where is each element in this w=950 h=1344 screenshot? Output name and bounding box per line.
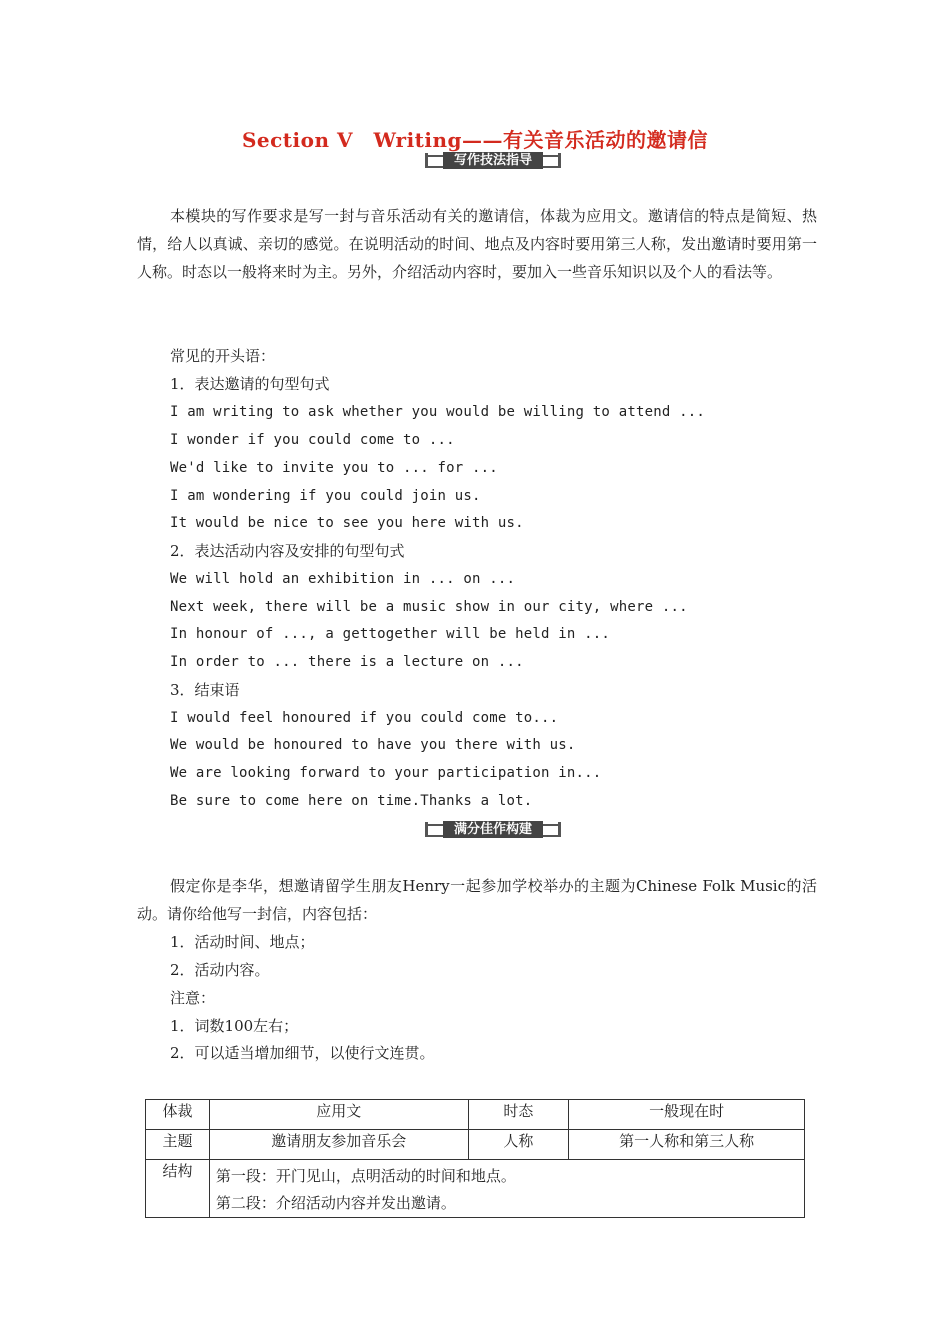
notes-heading: 注意：: [170, 989, 216, 1007]
phrase-line: I would feel honoured if you could come to...: [170, 710, 559, 726]
section-banner-technique: [425, 152, 561, 169]
table-cell: 应用文: [209, 1100, 468, 1130]
phrase-line: We will hold an exhibition in ... on ...: [170, 571, 516, 587]
task-item: 1．活动时间、地点；: [170, 933, 315, 951]
table-cell: 人称: [468, 1130, 569, 1160]
phrase-line: In order to ... there is a lecture on ...: [170, 654, 524, 670]
structure-cell: [209, 1160, 804, 1218]
phrase-line: Be sure to come here on time.Thanks a lot.: [170, 793, 533, 809]
table-cell: 第一人称和第三人称: [569, 1130, 805, 1160]
structure-line: 第二段：介绍活动内容并发出邀请。: [215, 1194, 456, 1212]
table-cell: 主题: [146, 1130, 210, 1160]
table-row: [146, 1100, 805, 1130]
banner-label: 写作技法指导: [443, 152, 543, 169]
note-item: 1．词数100左右；: [170, 1017, 299, 1035]
phrase-line: It would be nice to see you here with us.: [170, 515, 524, 531]
note-item: 2．可以适当增加细节，以使行文连贯。: [170, 1044, 435, 1062]
table-cell: 时态: [468, 1100, 569, 1130]
phrase-line: I wonder if you could come to ...: [170, 432, 455, 448]
task-item: 2．活动内容。: [170, 961, 270, 979]
page-title: Section Ⅴ Writing——有关音乐活动的邀请信: [241, 128, 709, 152]
task-prompt: 假定你是李华，想邀请留学生朋友Henry一起参加学校举办的主题为Chinese Folk Music的活动。请你给他写一封信，内容包括：: [137, 877, 817, 923]
phrase-line: I am writing to ask whether you would be willing to attend ...: [170, 404, 705, 420]
section1-heading: 1．表达邀请的句型句式: [170, 375, 330, 393]
writing-info-table: [145, 1099, 805, 1218]
banner-label: 满分佳作构建: [443, 821, 543, 838]
phrase-line: Next week, there will be a music show in our city, where ...: [170, 599, 688, 615]
section-banner-fullscore: [425, 821, 561, 838]
structure-line: 第一段：开门见山，点明活动的时间和地点。: [215, 1167, 516, 1185]
table-cell: 结构: [146, 1160, 210, 1218]
table-cell: 一般现在时: [569, 1100, 805, 1130]
phrase-line: We would be honoured to have you there with us.: [170, 737, 576, 753]
table-cell: 邀请朋友参加音乐会: [209, 1130, 468, 1160]
phrase-line: I am wondering if you could join us.: [170, 488, 481, 504]
phrase-line: In honour of ..., a gettogether will be held in ...: [170, 626, 611, 642]
openers-heading: 常见的开头语：: [170, 347, 276, 365]
section3-heading: 3．结束语: [170, 681, 240, 699]
phrase-line: We'd like to invite you to ... for ...: [170, 460, 498, 476]
table-row: [146, 1160, 805, 1218]
table-row: [146, 1130, 805, 1160]
table-cell: 体裁: [146, 1100, 210, 1130]
phrase-line: We are looking forward to your participation in...: [170, 765, 602, 781]
section2-heading: 2．表达活动内容及安排的句型句式: [170, 542, 405, 560]
intro-paragraph: 本模块的写作要求是写一封与音乐活动有关的邀请信，体裁为应用文。邀请信的特点是简短、热情，给人以真诚、亲切的感觉。在说明活动的时间、地点及内容时要用第三人称，发出邀请时要用第一人称。时态以一般将来时为主。另外，介绍活动内容时，要加入一些音乐知识以及个人的看法等。: [137, 207, 817, 281]
